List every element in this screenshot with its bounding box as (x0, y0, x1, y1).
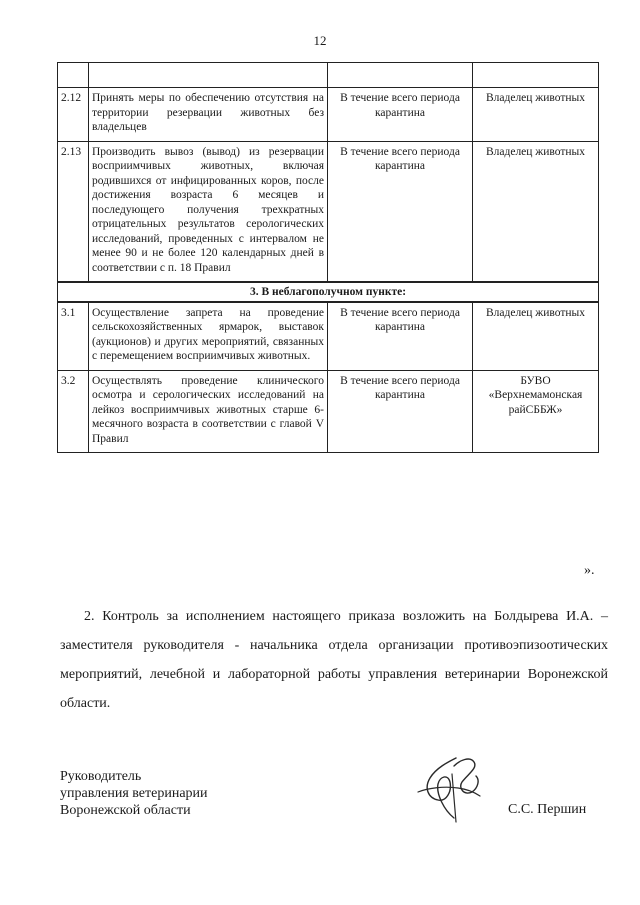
row-responsible: БУВО «Верхнемамонская райСББЖ» (473, 370, 599, 453)
control-paragraph: 2. Контроль за исполнением настоящего приказа возложить на Болдырева И.А. – заместителя руководителя - начальника отдела организации противоэпизоотических мероприятий, лечебной и лабораторной работы управления ветеринарии Воронежской области. (60, 609, 608, 711)
row-term: В течение всего периода карантина (328, 370, 473, 453)
row-action: Осуществлять проведение клинического осмотра и серологических исследований на лейкоз восприимчивых животных старше 6-месячного возраста в соответствии с главой V Правил (89, 370, 328, 453)
row-responsible: Владелец животных (473, 302, 599, 371)
row-action: Производить вывоз (вывод) из резервации восприимчивых животных, включая родившихся от инфицированных коров, после достижения возраста 6 месяцев и последующего получения трехкратных отрицательных результатов серологических исследований, проведенных с интервалом не менее 90 и не более 120 календарных дней в соответствии с п. 18 Правил (89, 141, 328, 282)
table-row (58, 88, 599, 142)
table-row (58, 370, 599, 453)
row-action: Осуществление запрета на проведение сельскохозяйственных ярмарок, выставок (аукционов) и других мероприятий, связанных с перемещением восприимчивых животных. (89, 302, 328, 371)
signer-name: С.С. Першин (508, 802, 587, 817)
signer-position (60, 768, 290, 819)
handwritten-signature (408, 752, 498, 827)
signer-position-line: управления ветеринарии (60, 786, 208, 801)
page-number: 12 (313, 33, 327, 48)
section-title: 3. В неблагополучном пункте: (58, 282, 599, 302)
row-responsible: Владелец животных (473, 88, 599, 142)
row-number: 2.13 (58, 141, 89, 282)
table-continuation-row (58, 63, 599, 88)
row-action: Принять меры по обеспечению отсутствия на территории резервации животных без владельцев (89, 88, 328, 142)
row-number: 2.12 (58, 88, 89, 142)
row-number: 3.2 (58, 370, 89, 453)
measures-table (57, 62, 599, 453)
row-term: В течение всего периода карантина (328, 141, 473, 282)
section-header-row (58, 282, 599, 302)
row-number: 3.1 (58, 302, 89, 371)
row-term: В течение всего периода карантина (328, 302, 473, 371)
signer-position-line: Воронежской области (60, 803, 191, 818)
closing-quote: ». (584, 563, 595, 578)
row-term: В течение всего периода карантина (328, 88, 473, 142)
row-responsible: Владелец животных (473, 141, 599, 282)
signer-position-line: Руководитель (60, 769, 142, 784)
table-row (58, 302, 599, 371)
table-row (58, 141, 599, 282)
